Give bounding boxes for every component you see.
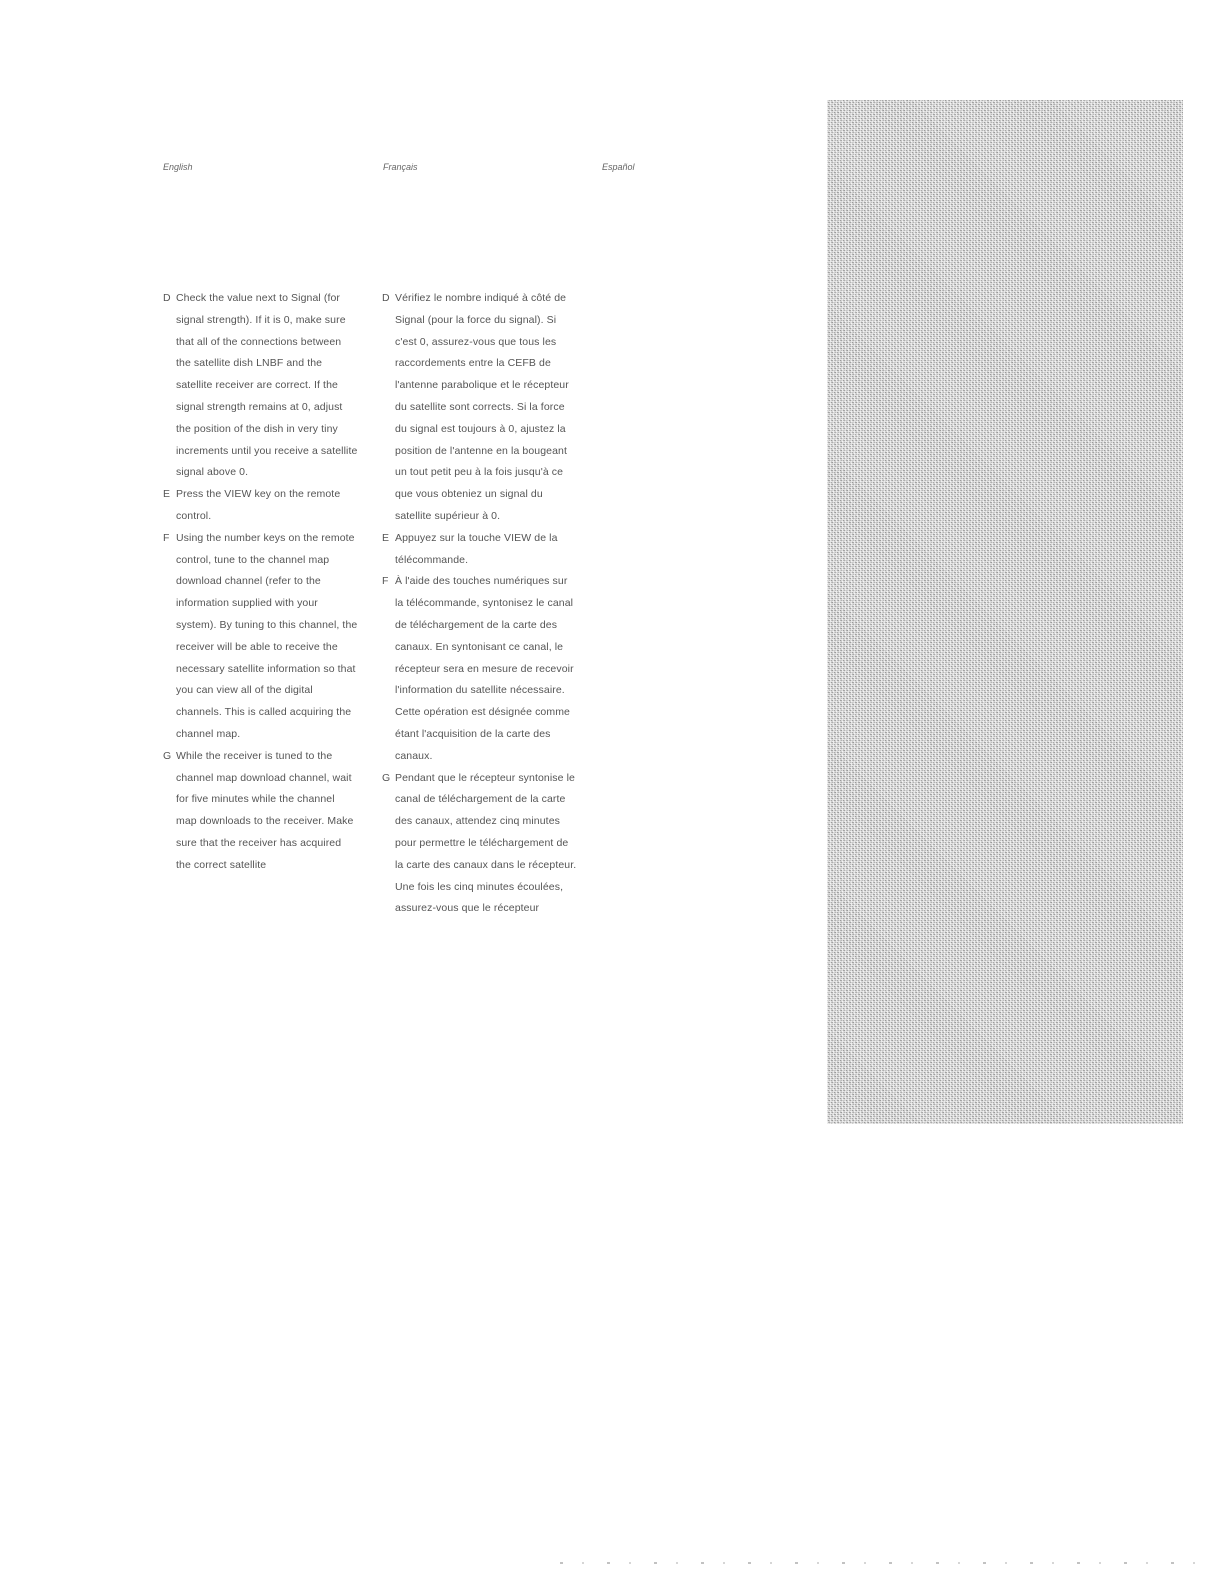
step-letter: D [382, 292, 390, 304]
step-text: Pendant que le récepteur syntonise le canal de téléchargement de la carte des canaux, attendez cinq minutes pour permettre le téléchargement de la carte des canaux dans le récepteur. Une fois les cinq minutes écoulées, assurez-vous que le récepteur [395, 771, 577, 915]
french-step-f [382, 571, 577, 767]
french-step-d [382, 288, 577, 528]
french-column [382, 288, 577, 920]
language-header-spanish: Español [602, 162, 635, 172]
step-letter: G [163, 749, 172, 762]
language-header-french: Français [383, 162, 418, 172]
step-text: While the receiver is tuned to the channel map download channel, wait for five minutes while the channel map downloads to the receiver. Make sure that the receiver has acquired the correct satellite [176, 749, 354, 871]
step-text: Vérifiez le nombre indiqué à côté de Signal (pour la force du signal). Si c'est 0, assurez-vous que tous les raccordements entre la CEFB de l'antenne parabolique et le récepteur du satellite sont corrects. Si la force du signal est toujours à 0, ajustez la position de l'antenne en la bougeant un tout petit peu à la fois jusqu'à ce que vous obteniez un signal du satellite supérieur à 0. [395, 292, 569, 522]
step-letter: F [163, 531, 170, 544]
english-step-e [163, 484, 358, 528]
step-text: Check the value next to Signal (for signal strength). If it is 0, make sure that all of the connections between the satellite dish LNBF and the satellite receiver are correct. If the signal strength remains at 0, adjust the position of the dish in very tiny increments until you receive a satellite signal above 0. [176, 292, 358, 479]
step-text: Using the number keys on the remote control, tune to the channel map download channel (refer to the information supplied with your system). By tuning to this channel, the receiver will be able to receive the necessary satellite information so that you can view all of the digital channels. This is called acquiring the channel map. [176, 531, 358, 740]
step-letter: D [163, 292, 171, 304]
english-column [163, 288, 358, 877]
english-step-f [163, 528, 358, 746]
french-step-g [382, 768, 577, 921]
scan-noise-line [560, 1562, 1200, 1564]
step-letter: F [382, 575, 389, 588]
french-step-e [382, 528, 577, 572]
scanned-gray-texture-panel [827, 100, 1183, 1124]
step-text: Press the VIEW key on the remote control. [176, 488, 341, 522]
step-letter: E [382, 531, 390, 544]
step-letter: E [163, 488, 171, 501]
step-text: À l'aide des touches numériques sur la télécommande, syntonisez le canal de téléchargement de la carte des canaux. En syntonisant ce canal, le récepteur sera en mesure de recevoir l'information du satellite nécessaire. Cette opération est désignée comme étant l'acquisition de la carte des canaux. [395, 575, 574, 762]
english-step-d [163, 288, 358, 484]
step-letter: G [382, 771, 391, 784]
step-text: Appuyez sur la touche VIEW de la télécommande. [395, 531, 558, 566]
english-step-g [163, 746, 358, 877]
language-header-english: English [163, 162, 193, 172]
